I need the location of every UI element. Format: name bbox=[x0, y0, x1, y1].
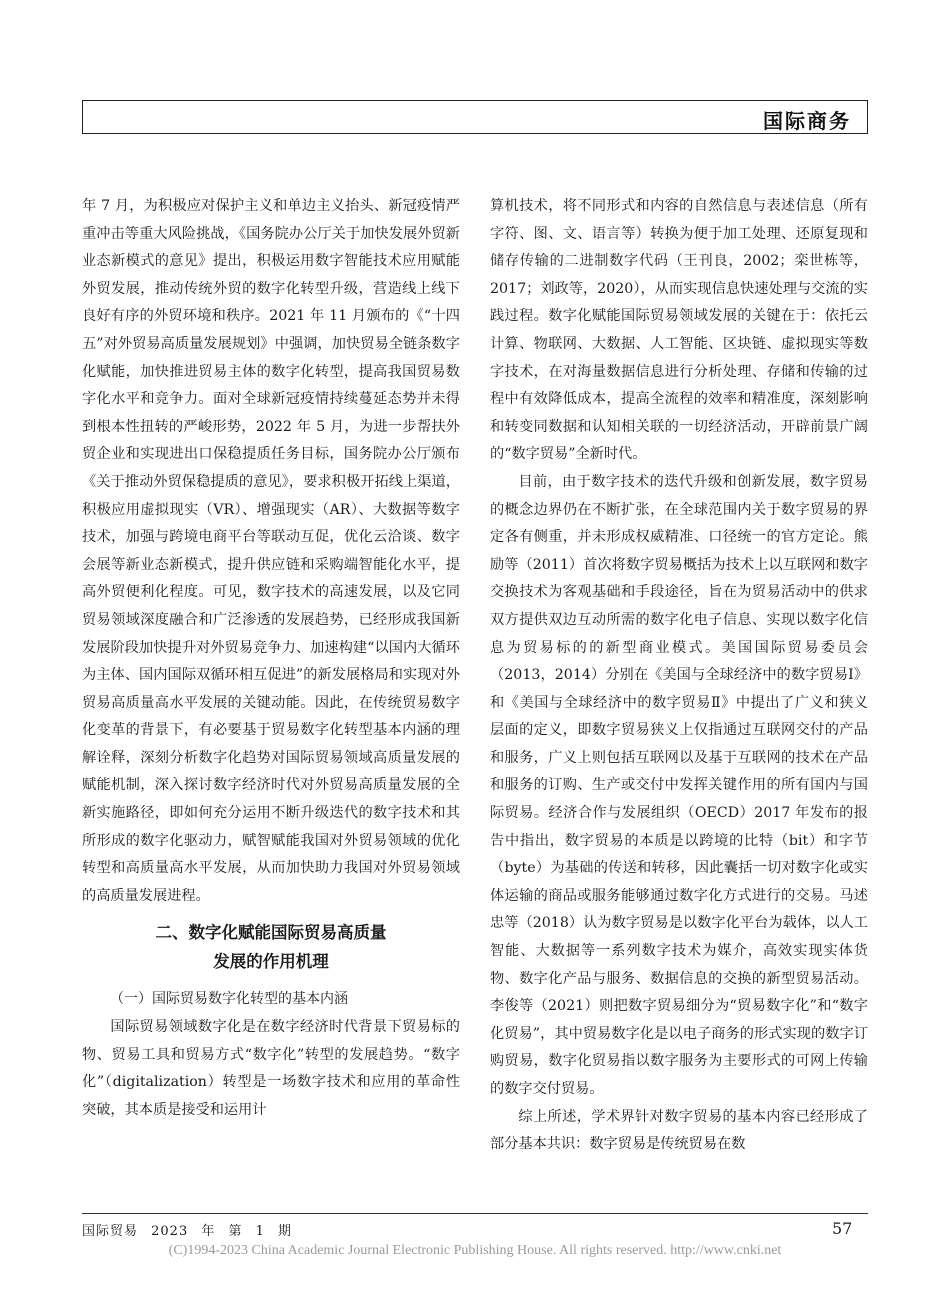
section-heading-line2: 发展的作用机理 bbox=[213, 952, 329, 972]
running-header-box bbox=[82, 100, 868, 134]
paragraph: 年 7 月，为积极应对保护主义和单边主义抬头、新冠疫情严重冲击等重大风险挑战，《国务院办公厅关于加快发展外贸新业态新模式的意见》提出，积极运用数字智能技术应用赋能外贸发展，推动传统外贸的数字化转型升级，营造线上线下良好有序的外贸环境和秩序。2021 年 11 月颁布的《“十四五”对外贸易高质量发展规划》中强调，加快贸易全链条数字化赋能，加快推进贸易主体的数字化转型，提高我国贸易数字化水平和竞争力。面对全球新冠疫情持续蔓延态势并未得到根本性扭转的严峻形势，2022 年 5 月，为进一步帮扶外贸企业和实现进出口保稳提质任务目标，国务院办公厅颁布《关于推动外贸保稳提质的意见》，要求积极开拓线上渠道，积极应用虚拟现实（VR）、增强现实（AR）、大数据等数字技术，加强与跨境电商平台等联动互促，优化云洽谈、数字会展等新业态新模式，提升供应链和采购端智能化水平，提高外贸便利化程度。可见，数字技术的高速发展，以及它同贸易领域深度融合和广泛渗透的发展趋势，已经形成我国新发展阶段加快提升对外贸易竞争力、加速构建“以国内大循环为主体、国内国际双循环相互促进”的新发展格局和实现对外贸易高质量高水平发展的关键动能。因此，在传统贸易数字化变革的背景下，有必要基于贸易数字化转型基本内涵的理解诠释，深刻分析数字化趋势对国际贸易领域高质量发展的赋能机制，深入探讨数字经济时代对外贸易高质量发展的全新实施路径，即如何充分运用不断升级迭代的数字技术和其所形成的数字化驱动力，赋智赋能我国对外贸易领域的优化转型和高质量高水平发展，从而加快助力我国对外贸易领域的高质量发展进程。 bbox=[82, 198, 460, 904]
page-number: 57 bbox=[832, 1219, 853, 1238]
footer-divider bbox=[82, 1213, 868, 1214]
paragraph: 算机技术，将不同形式和内容的自然信息与表述信息（所有字符、图、文、语言等）转换为便于加工处理、还原复现和储存传输的二进制数字代码（王刊良，2002；栾世栋等，2017；刘政等，2020），从而实现信息快速处理与交流的实践过程。数字化赋能国际贸易领域发展的关键在于：依托云计算、物联网、大数据、人工智能、区块链、虚拟现实等数字技术，在对海量数据信息进行分析处理、存储和传输的过程中有效降低成本，提高全流程的效率和精准度，深刻影响和转变同数据和认知相关联的一切经济活动，开辟前景广阔的“数字贸易”全新时代。 bbox=[490, 198, 868, 463]
right-column bbox=[490, 193, 868, 1159]
journal-info: 国际贸易 2023 年 第 1 期 bbox=[82, 1224, 293, 1239]
paragraph: 目前，由于数字技术的迭代升级和创新发展，数字贸易的概念边界仍在不断扩张，在全球范围内关于数字贸易的界定各有侧重，并未形成权威精准、口径统一的官方定论。熊励等（2011）首次将数字贸易概括为技术上以互联网和数字交换技术为客观基础和手段途径，旨在为贸易活动中的供求双方提供双边互动所需的数字化电子信息、实现以数字化信息为贸易标的的新型商业模式。美国国际贸易委员会（2013，2014）分别在《美国与全球经济中的数字贸易Ⅰ》和《美国与全球经济中的数字贸易Ⅱ》中提出了广义和狭义层面的定义，即数字贸易狭义上仅指通过互联网交付的产品和服务，广义上则包括互联网以及基于互联网的技术在产品和服务的订购、生产或交付中发挥关键作用的所有国内与国际贸易。经济合作与发展组织（OECD）2017 年发布的报告中指出，数字贸易的本质是以跨境的比特（bit）和字节（byte）为基础的传送和转移，因此囊括一切对数字化或实体运输的商品或服务能够通过数字化方式进行的交易。马述忠等（2018）认为数字贸易是以数字化平台为载体，以人工智能、大数据等一系列数字技术为媒介，高效实现实体货物、数字化产品与服务、数据信息的交换的新型贸易活动。李俊等（2021）则把数字贸易细分为“贸易数字化”和“数字化贸易”，其中贸易数字化是以电子商务的形式实现的数字订购贸易，数字化贸易指以数字服务为主要形式的可网上传输的数字交付贸易。 bbox=[490, 473, 868, 1097]
section-heading bbox=[82, 918, 460, 976]
section-heading-line1: 二、数字化赋能国际贸易高质量 bbox=[155, 923, 387, 943]
paragraph: 综上所述，学术界针对数字贸易的基本内容已经形成了部分基本共识：数字贸易是传统贸易在数 bbox=[490, 1108, 868, 1153]
copyright-notice: (C)1994-2023 China Academic Journal Electronic Publishing House. All rights reserved. http://www.cnki.net bbox=[168, 1243, 782, 1258]
section-title: 国际商务 bbox=[763, 109, 851, 133]
paragraph: 国际贸易领域数字化是在数字经济时代背景下贸易标的物、贸易工具和贸易方式“数字化”转型的发展趋势。“数字化”（digitalization）转型是一场数字技术和应用的革命性突破，其本质是接受和运用计 bbox=[82, 1019, 460, 1118]
left-column bbox=[82, 193, 460, 1124]
subsection-heading: （一）国际贸易数字化转型的基本内涵 bbox=[110, 991, 348, 1008]
